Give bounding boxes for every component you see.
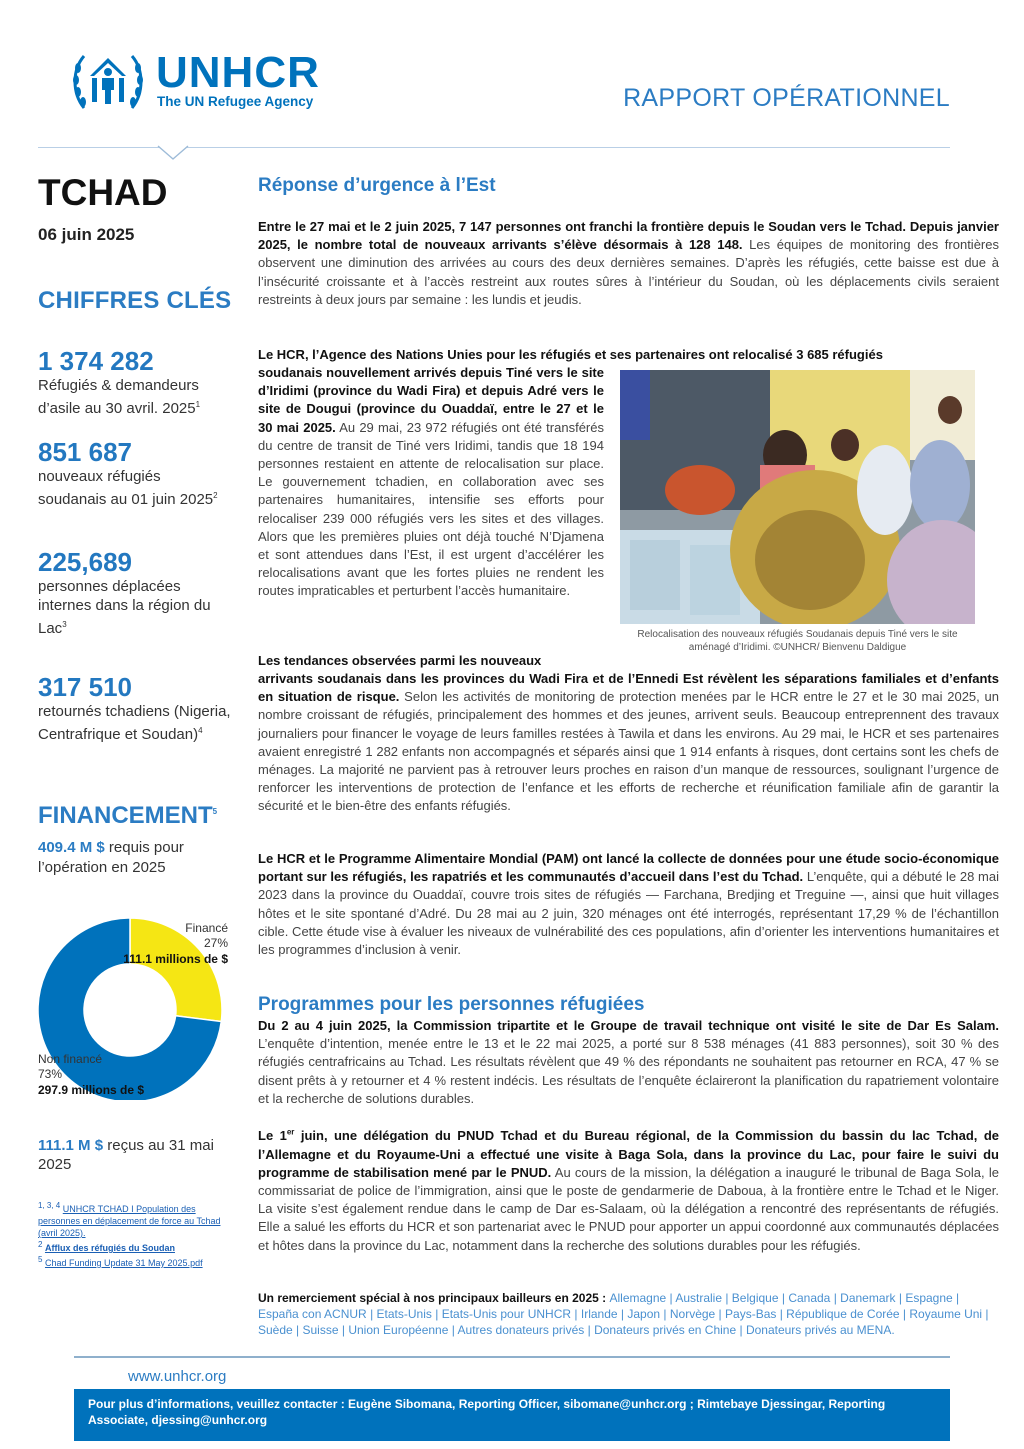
footnote-link[interactable]: Afflux des réfugiés du Soudan xyxy=(44,1243,175,1253)
footnote-item xyxy=(38,1200,238,1239)
donor-separator: | xyxy=(660,1307,670,1321)
donor-link[interactable]: Norvège xyxy=(669,1307,716,1321)
donor-separator: | xyxy=(338,1323,349,1337)
report-date: 06 juin 2025 xyxy=(38,225,135,244)
unhcr-emblem-icon xyxy=(70,48,146,114)
footnotes xyxy=(38,1200,238,1269)
funding-received-value: 111.1 M $ xyxy=(38,1137,104,1154)
paragraph-body: L’enquête, qui a débuté le 28 mai 2023 dans la province du Ouaddaï, couvre trois sites de réfugiés — Farchana, Bredjing et Treguine —, ainsi que huit villages hôtes et le site spontané d’Adré. Du 28 mai au 2 juin, 320 ménages ont été interrogés, représentant 17,29 % de l’échantillon cible. Cette étude vise à évaluer les niveaux de vulnérabilité des ces populations, afin d’orienter les interventions humanitaires et les programmes d’inclusion à venir. xyxy=(258,869,1000,958)
slice-value-funded: 111.1 millions de $ xyxy=(123,952,228,966)
key-figure-label: retournés tchadiens (Nigeria, Centrafrique et Soudan) xyxy=(38,703,231,743)
paragraph-arrivals xyxy=(258,218,999,309)
funding-heading xyxy=(38,802,217,830)
section-title-programmes: Programmes pour les personnes réfugiées xyxy=(258,994,645,1015)
paragraph-wfp-study xyxy=(258,850,999,959)
footnote-mark: 3 xyxy=(62,620,67,629)
donor-link[interactable]: Royaume Uni xyxy=(909,1307,983,1321)
paragraph-lead: Les tendances observées parmi les nouveaux xyxy=(258,653,542,668)
paragraph-lead: Du 2 au 4 juin 2025, la Commission tripartite et le Groupe de travail technique ont visité le site de Dar Es Salam. xyxy=(258,1018,999,1033)
donor-link[interactable]: Etats-Unis xyxy=(376,1307,432,1321)
donor-separator: | xyxy=(715,1307,726,1321)
donor-link[interactable]: Australie xyxy=(675,1291,722,1305)
footnote-mark: 1 xyxy=(195,400,201,409)
donor-separator: | xyxy=(895,1291,906,1305)
donor-separator: | xyxy=(617,1307,628,1321)
unhcr-logo xyxy=(70,48,350,118)
donor-link[interactable]: Donateurs privés en Chine xyxy=(594,1323,737,1337)
donor-link[interactable]: Danemark xyxy=(840,1291,896,1305)
key-figure-idps xyxy=(38,547,233,638)
paragraph-body: Au cours de la mission, la délégation a inauguré le tribunal de Baga Sola, le commissariat de police de l’immigration, ainsi que le poste de gendarmerie de Daboua, à la frontière entre le Tchad et le Niger. La visite s’est également rendue dans le camp de Dar es-Salaam, où la délégation a rencontré des représentants de réfugiés. Elle a salué les efforts du HCR et son partenariat avec le PNUD pour apporter un appui coordonné aux communautés déplacées et hôtes dans la province du Lac, notamment dans la recherche des solutions durables pour les réfugiés. xyxy=(258,1164,999,1253)
donor-link[interactable]: Etats-Unis pour UNHCR xyxy=(441,1307,572,1321)
footnote-link[interactable]: Chad Funding Update 31 May 2025.pdf xyxy=(44,1258,203,1268)
donor-separator: | xyxy=(448,1323,458,1337)
paragraph-body: Les équipes de monitoring des frontières observent une diminution des arrivées au cours des deux dernières semaines. D’après les réfugiés, cette baisse est due à l’insécurité croissante et à l’accès restreint aux routes sûres à l’intérieur du Soudan, où les déplacements civils seraient restreints à deux jours par semaine : les lundis et jeudis. xyxy=(258,237,999,307)
paragraph-pnud xyxy=(258,1124,999,1255)
ordinal-sup: er xyxy=(286,1128,295,1137)
contact-banner: Pour plus d’informations, veuillez contacter : Eugène Sibomana, Reporting Officer, sibomane@unhcr.org ; Rimtebaye Djessingar, Reporting Associate, djessing@unhcr.org xyxy=(74,1389,950,1441)
key-figure-value: 851 687 xyxy=(38,437,132,467)
donor-link[interactable]: Donateurs privés au MENA xyxy=(745,1323,892,1337)
paragraph-body: Selon les activités de monitoring de protection menées par le HCR entre le 27 et le 30 mai 2025, un nombre croissant de réfugiés, principalement des hommes et des jeunes, arrivent seuls. Beaucoup entreprennent des travaux journaliers pour financer le voyage de leurs familles restées à Tawila et dans les environs. Au 29 mai, le HCR et ses partenaires avaient enregistré 1 282 enfants non accompagnés et séparés ainsi que 1 914 enfants à risques, dont certains sont les chefs de ménages. La majorité ne parvient pas à retrouver leurs proches en raison d’un manque de ressources, soulignant l’urgence de renforcer les interventions de protection de l’enfance et les efforts de recherche et réunification familiale afin de garantir la sécurité et le bien-être des enfants réfugiés. xyxy=(258,689,999,814)
donor-separator: | xyxy=(431,1307,442,1321)
paragraph-lead: soudanais nouvellement arrivés depuis Tiné vers le site d’Iridimi (province du Wadi Fira) et depuis Adré vers le site de Dougui (province du Ouaddaï, entre le 27 et le 30 mai 2025. xyxy=(258,365,604,435)
key-figures-heading: CHIFFRES CLÉS xyxy=(38,287,232,314)
donor-separator: | xyxy=(722,1291,732,1305)
paragraph-lead: Entre le 27 mai et le 2 juin 2025, 7 147 personnes ont franchi la frontière depuis le Soudan vers le Tchad. Depuis janvier 2025, le nombre total de nouveaux arrivants s’élève désormais à 128 148. xyxy=(258,219,999,253)
funding-received-label: reçus au 31 mai 2025 xyxy=(38,1137,214,1173)
slice-percent-unfunded: 73% xyxy=(38,1067,63,1081)
funding-required xyxy=(38,838,238,878)
photo-caption: Relocalisation des nouveaux réfugiés Soudanais depuis Tiné vers le site aménagé d’Iridimi. ©UNHCR/ Bienvenu Daldigue xyxy=(637,629,958,653)
photo-illustration xyxy=(620,370,975,624)
funding-heading-text: FINANCEMENT xyxy=(38,802,213,829)
footnote-item xyxy=(38,1239,238,1254)
donor-link[interactable]: Autres donateurs privés xyxy=(457,1323,585,1337)
funding-received xyxy=(38,1136,238,1174)
donor-link[interactable]: Irlande xyxy=(580,1307,618,1321)
paragraph-lead: Le HCR et le Programme Alimentaire Mondial (PAM) ont lancé la collecte de données pour une étude socio-économique portant sur les réfugiés, les rapatriés et les communautés d’accueil dans l’est du Tchad. xyxy=(258,851,999,885)
donor-link[interactable]: Canada xyxy=(788,1291,831,1305)
donors-acknowledgement xyxy=(258,1290,999,1338)
funding-donut-chart xyxy=(30,910,240,1100)
donor-link[interactable]: Pays-Bas xyxy=(725,1307,777,1321)
donor-link[interactable]: Suisse xyxy=(302,1323,339,1337)
paragraph-body: Au 29 mai, 23 972 réfugiés ont été transférés du centre de transit de Tiné vers Iridimi, tandis que 18 194 personnes restaient en attente de relocalisation sur place. Le gouvernement tchadien, en collaboration avec ses partenaires humanitaires, intensifie ses efforts pour relocaliser 239 000 réfugiés vers les sites et des villages. Alors que les premières pluies ont déjà touché N’Djamena et sont attendues dans l’Est, il est urgent d’accélérer les relocalisations avant que les fortes pluies ne rendent les routes impraticables et perturbent l’accès humanitaire. xyxy=(258,419,604,599)
paragraph-trends-lead xyxy=(258,652,604,670)
donor-link[interactable]: République de Corée xyxy=(786,1307,900,1321)
paragraph-lead: Le HCR, l’Agence des Nations Unies pour les réfugiés et ses partenaires ont relocalisé 3 685 réfugiés xyxy=(258,347,883,362)
key-figure-value: 1 374 282 xyxy=(38,346,154,376)
donor-link[interactable]: Union Européenne xyxy=(348,1323,449,1337)
donor-separator: . xyxy=(891,1323,895,1337)
paragraph-lead: arrivants soudanais dans les provinces du Wadi Fira et de l’Ennedi Est révèlent les séparations familiales et d’enfants en situation de risque. xyxy=(258,671,999,705)
paragraph-trends xyxy=(258,670,999,816)
footnote-marks: 5 xyxy=(38,1255,43,1264)
slice-label-unfunded: Non financé xyxy=(38,1052,103,1066)
donors-intro: Un remerciement spécial à nos principaux bailleurs en 2025 : xyxy=(258,1291,610,1305)
key-figure-label: nouveaux réfugiés soudanais au 01 juin 2025 xyxy=(38,468,214,508)
footer-divider xyxy=(74,1356,950,1358)
country-title: TCHAD xyxy=(38,172,168,213)
donor-separator: | xyxy=(571,1307,581,1321)
key-figure-label: Réfugiés & demandeurs d’asile au 30 avril. 2025 xyxy=(38,377,199,417)
donor-separator: | xyxy=(899,1307,910,1321)
footnote-mark: 5 xyxy=(212,807,218,816)
donor-link[interactable]: Espagne xyxy=(905,1291,953,1305)
section-title-emergency: Réponse d’urgence à l’Est xyxy=(258,175,496,196)
donor-link[interactable]: España con ACNUR xyxy=(258,1307,367,1321)
donor-separator: | xyxy=(982,1307,989,1321)
footnote-mark: 4 xyxy=(198,726,203,735)
org-name: UNHCR xyxy=(156,48,320,97)
paragraph-lead: Le 1 xyxy=(258,1128,287,1144)
footnote-mark: 2 xyxy=(213,491,218,500)
footnote-item xyxy=(38,1254,238,1269)
key-figure-value: 317 510 xyxy=(38,672,132,702)
paragraph-relocation xyxy=(258,364,604,601)
paragraph-body: L’enquête d’intention, menée entre le 13 et le 22 mai 2025, a porté sur 8 538 ménages (41 883 personnes), soit 30 % des réfugiés centrafricains au Tchad. Les résultats révèlent que 49 % des répondants ne souhaitent pas retourner en RCA, 47 % se disent prêts à y retourner et 4 % restent indécis. Les résultats de l’enquête éclaireront la planification du rapatriement volontaire et la recherche de solutions durables. xyxy=(258,1036,999,1106)
key-figure-refugees xyxy=(38,346,233,418)
donor-link[interactable]: Suède xyxy=(258,1323,293,1337)
funding-required-value: 409.4 M $ xyxy=(38,839,105,856)
key-figure-returnees xyxy=(38,672,233,744)
key-figure-value: 225,689 xyxy=(38,547,132,577)
donor-link[interactable]: Belgique xyxy=(731,1291,779,1305)
funding-required-label: requis pour l’opération en 2025 xyxy=(38,839,184,876)
paragraph-lead: juin, une délégation du PNUD Tchad et du Bureau régional, de la Commission du bassin du lac Tchad, de l’Allemagne et du Royaume-Uni a effectué une visite à Baga Sola, dans la province du Lac, pour faire le suivi du programme de stabilisation mené par le PNUD. xyxy=(258,1128,999,1180)
donor-link[interactable]: Allemagne xyxy=(609,1291,667,1305)
footnote-marks: 1, 3, 4 xyxy=(38,1201,61,1210)
chevron-down-icon xyxy=(157,144,189,162)
slice-label-funded: Financé xyxy=(185,921,228,935)
website-link[interactable]: www.unhcr.org xyxy=(128,1368,227,1385)
donor-separator: | xyxy=(830,1291,841,1305)
footnote-link[interactable]: UNHCR TCHAD I Population des personnes en déplacement de force au Tchad (avril 2025). xyxy=(38,1204,221,1238)
donor-separator: | xyxy=(776,1307,787,1321)
footnote-marks: 2 xyxy=(38,1240,43,1249)
relocation-photo xyxy=(620,370,975,624)
donor-separator: | xyxy=(292,1323,303,1337)
donor-separator: | xyxy=(952,1291,960,1305)
paragraph-relocation-lead xyxy=(258,346,999,364)
paragraph-tripartite xyxy=(258,1017,999,1108)
donor-separator: | xyxy=(736,1323,746,1337)
key-figure-label: personnes déplacées internes dans la région du Lac xyxy=(38,578,211,637)
org-tagline: The UN Refugee Agency xyxy=(157,94,314,109)
donor-link[interactable]: Japon xyxy=(627,1307,661,1321)
donor-separator: | xyxy=(778,1291,789,1305)
slice-percent-funded: 27% xyxy=(203,936,228,950)
key-figure-new-sudanese xyxy=(38,437,233,509)
donor-separator: | xyxy=(666,1291,676,1305)
slice-value-unfunded: 297.9 millions de $ xyxy=(38,1083,145,1097)
report-type-title: RAPPORT OPÉRATIONNEL xyxy=(623,84,950,112)
donor-separator: | xyxy=(366,1307,377,1321)
donor-separator: | xyxy=(584,1323,595,1337)
